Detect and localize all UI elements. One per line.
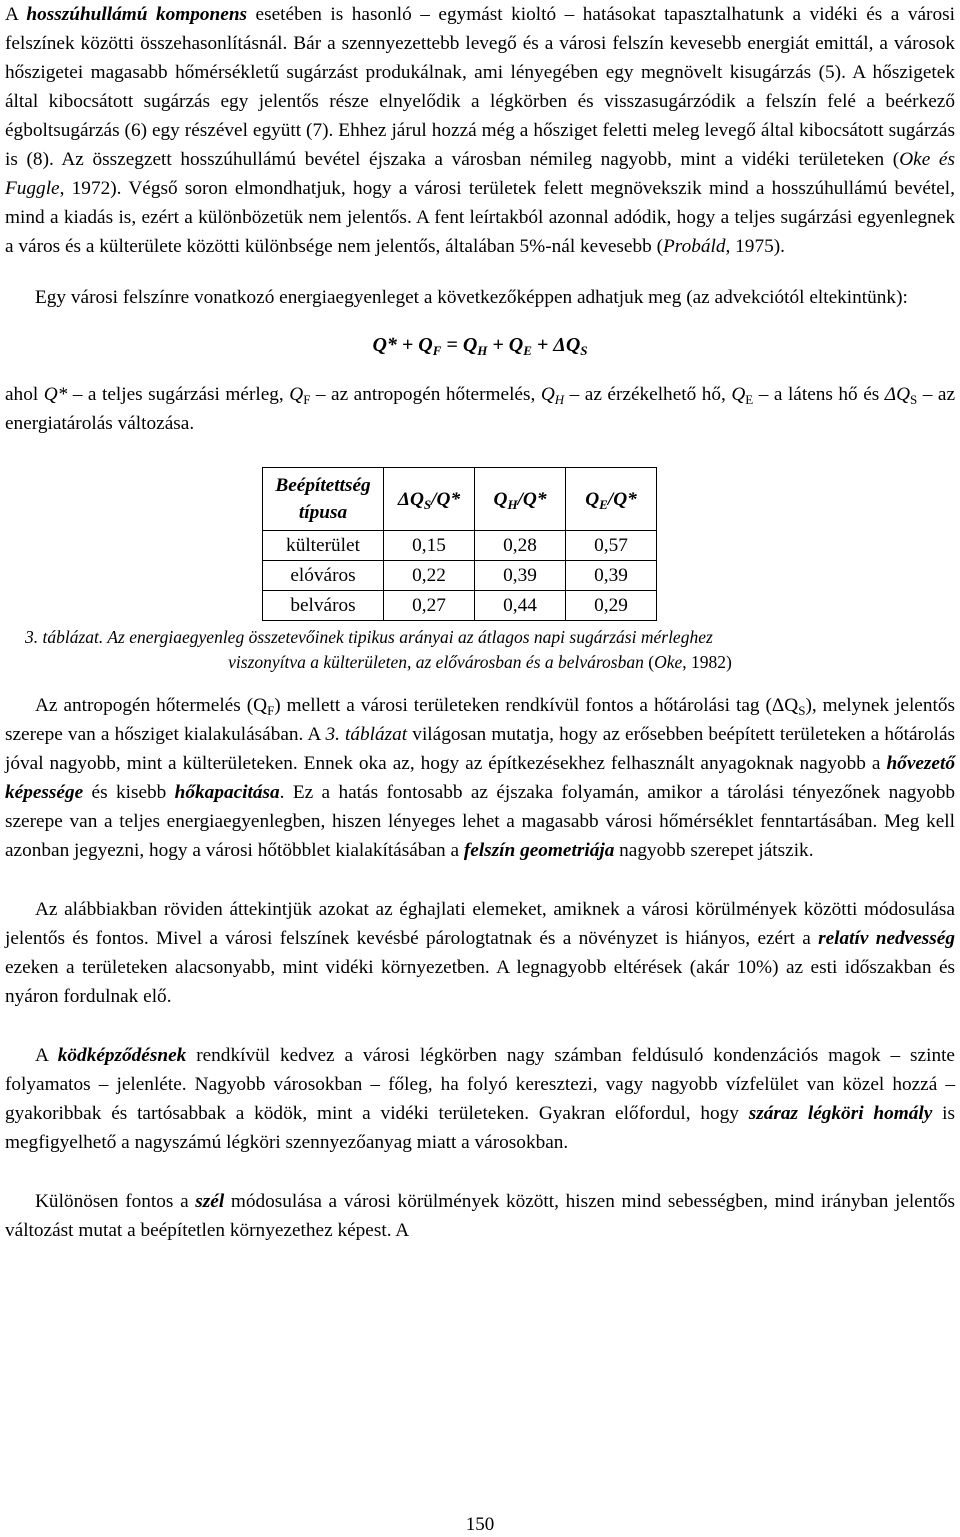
symbol-subscript: F	[267, 703, 275, 718]
term-dry-haze: száraz légköri homály	[748, 1103, 933, 1124]
text-run: – az energiatárolás változása.	[5, 384, 956, 434]
citation-author: Probáld	[663, 236, 726, 257]
text-run: – az érzékelhető hő,	[564, 384, 732, 405]
header-text: Q	[493, 488, 508, 510]
table-header-row	[263, 468, 657, 531]
table-row	[263, 591, 657, 621]
cell-value: 0,39	[566, 561, 657, 591]
spacer	[5, 261, 955, 283]
symbol: ΔQ	[884, 384, 911, 405]
symbol-subscript: S	[798, 703, 806, 718]
text-run: Különösen fontos a	[35, 1191, 196, 1212]
symbol: Q	[540, 384, 555, 405]
energy-balance-equation	[5, 330, 955, 360]
header-subscript: E	[599, 496, 608, 512]
caption-line	[5, 625, 955, 650]
page-number: 150	[465, 1514, 495, 1535]
cell-build-type: belváros	[263, 591, 384, 621]
equation-subscript: F	[432, 343, 442, 358]
text-run: . Ez a hatás fontosabb az éjszaka folyamán, amikor a tárolási tényezőnek nagyobb szerepe van a teljes energiaegyenlegben, hiszen lényeges lehet a magasabb városi hőmérséklet fenntartásában. Meg kell azonban jegyezni, hogy a városi hőtöbblet kialakításában a	[5, 782, 955, 861]
header-latent-ratio	[566, 468, 657, 531]
equation-subscript: S	[580, 343, 588, 358]
text-run: rendkívül kedvez a városi légkörben nagy számban feldúsuló kondenzációs magok – szinte folyamatos – jelenléte. Nagyobb városokban – főleg, ha folyó keresztezi, vagy nagyobb vízfelület van közel hozzá – gyakoribbak és tartósabbak a ködök, mint a vidéki területeken. Gyakran előfordul, hogy	[5, 1045, 955, 1124]
cell-value: 0,39	[475, 561, 566, 591]
term-wind: szél	[195, 1191, 225, 1212]
term-surface-geometry: felszín geometriája	[463, 840, 615, 861]
text-run: is megfigyelhető a nagyszámú légköri szennyezőanyag miatt a városokban.	[5, 1103, 955, 1153]
header-text: /Q*	[517, 488, 547, 510]
cell-build-type: külterület	[263, 531, 384, 561]
cell-value: 0,27	[384, 591, 475, 621]
header-text: típusa	[298, 502, 348, 523]
equation-subscript: E	[523, 343, 532, 358]
header-build-type	[263, 468, 384, 531]
header-subscript: S	[423, 496, 432, 512]
symbol-subscript: E	[745, 392, 754, 407]
paragraph-longwave	[5, 0, 955, 261]
symbol-subscript: F	[303, 392, 311, 407]
text-run: ) mellett a városi területeken rendkívül fontos a hőtárolási tag (ΔQ	[274, 695, 799, 716]
energy-components-table	[262, 467, 657, 621]
caption-text: (	[643, 652, 655, 672]
term-thermal-conductivity: hővezető képessége	[5, 753, 955, 803]
equation-subscript: H	[477, 343, 488, 358]
paragraph-energy-balance-intro: Egy városi felszínre vonatkozó energiaegyenleget a következőképpen adhatjuk meg (az advekciótól eltekintünk):	[35, 287, 908, 308]
paragraph-humidity	[5, 895, 955, 1011]
header-text: Q	[585, 488, 600, 510]
spacer	[5, 675, 955, 691]
table-reference: 3. táblázat	[325, 724, 408, 745]
header-text: Beépítettség	[275, 475, 371, 496]
spacer	[5, 865, 955, 895]
term-fog-formation: ködképződésnek	[57, 1045, 187, 1066]
text-run: – a látens hő és	[753, 384, 885, 405]
paragraph-heat-storage	[5, 691, 955, 865]
text-run: esetében is hasonló – egymást kioltó – hatásokat tapasztalhatunk a vidéki és a városi felszínek közötti összehasonlításnál. Bár a szennyezettebb levegő és a városi felszín kevesebb energiát emittál, a városok hőszigetei magasabb hőmérsékletű sugárzást produkálnak, ami lényegében egy megnövelt kisugárzás (5). A hőszigetek által kibocsátott sugárzás egy jelentős része elnyelődik a légkörben és visszasugárzódik a felszín felé a beérkező égboltsugárzás (6) egy részével együtt (7). Ehhez járul hozzá még a hősziget feletti meleg levegő által kibocsátott sugárzás is (8). Az összegzett hosszúhullámú bevétel éjszaka a városban némileg nagyobb, mint a vidéki területeken (	[5, 4, 955, 170]
header-text: /Q*	[607, 488, 637, 510]
text-run: módosulása a városi körülmények között, hiszen mind sebességben, mind irányban jelentős változást mutat a beépítetlen környezethez képest. A	[5, 1191, 955, 1241]
citation-author: Oke és Fuggle	[5, 149, 955, 199]
table-container	[262, 467, 955, 621]
header-subscript: H	[507, 496, 518, 512]
cell-value: 0,57	[566, 531, 657, 561]
cell-value: 0,15	[384, 531, 475, 561]
text-run: ), melynek jelentős szerepe van a hősziget kialakulásában. A	[5, 695, 956, 745]
spacer	[5, 1011, 955, 1041]
term-heat-capacity: hőkapacitása	[174, 782, 280, 803]
caption-text: viszonyítva a külterületen, az elővárosban és a belvárosban	[228, 652, 644, 672]
symbol: Q	[289, 384, 304, 405]
table-caption	[5, 625, 955, 675]
document-page	[5, 0, 955, 1245]
citation-author: Oke	[654, 652, 683, 672]
header-text: ΔQ	[397, 488, 424, 510]
text-run: , 1975).	[725, 236, 785, 257]
caption-line	[5, 650, 955, 675]
spacer	[5, 1157, 955, 1187]
term-relative-humidity: relatív nedvesség	[818, 928, 955, 949]
table-row	[263, 561, 657, 591]
text-run: ahol	[5, 384, 44, 405]
cell-value: 0,22	[384, 561, 475, 591]
text-run: Az alábbiakban röviden áttekintjük azokat az éghajlati elemeket, amiknek a városi körülmények közötti módosulása jelentős és fontos. Mivel a városi felszínek kevésbé párologtatnak és a növényzet is hiányos, ezért a	[5, 899, 955, 949]
text-run: Az antropogén hőtermelés (Q	[35, 695, 268, 716]
paragraph-wind	[5, 1187, 955, 1245]
symbol-subscript: S	[910, 392, 918, 407]
paragraph-fog	[5, 1041, 955, 1157]
equation-term: + ΔQ	[531, 334, 581, 356]
text-run: világosan mutatja, hogy az erősebben beépített területeken a hőtárolás jóval nagyobb, mint a külterületeken. Ennek oka az, hogy az építkezésekhez felhasznált anyagoknak nagyobb a	[5, 724, 956, 774]
cell-value: 0,28	[475, 531, 566, 561]
header-storage-ratio	[384, 468, 475, 531]
symbol: Q	[731, 384, 746, 405]
caption-text: , 1982)	[682, 652, 732, 672]
term-longwave-component: hosszúhullámú komponens	[26, 4, 248, 25]
caption-text: Az energiaegyenleg összetevőinek tipikus arányai az átlagos napi sugárzási mérleghez	[103, 627, 713, 647]
text-run: , 1972). Végső soron elmondhatjuk, hogy a városi területek felett megnövekszik mind a hosszúhullámú bevétel, mind a kiadás is, ezért a különbözetük nem jelentős. A fent leírtakból azonnal adódik, hogy a teljes sugárzási egyenlegnek a város és a külterülete közötti különbsége nem jelentős, általában 5%-nál kevesebb (	[5, 178, 955, 257]
caption-label: 3. táblázat.	[25, 627, 104, 647]
text-run: nagyobb szerepet játszik.	[614, 840, 814, 861]
symbol: Q*	[43, 384, 68, 405]
paragraph-definitions	[5, 380, 955, 438]
header-sensible-ratio	[475, 468, 566, 531]
cell-build-type: elóváros	[263, 561, 384, 591]
equation-term: Q* + Q	[372, 334, 433, 356]
equation-term: + Q	[487, 334, 524, 356]
text-run: és kisebb	[83, 782, 175, 803]
cell-value: 0,29	[566, 591, 657, 621]
text-run: – a teljes sugárzási mérleg,	[67, 384, 290, 405]
text-run: A	[5, 4, 27, 25]
table-row	[263, 531, 657, 561]
header-text: /Q*	[431, 488, 461, 510]
text-run: ezeken a területeken alacsonyabb, mint vidéki környezetben. A legnagyobb eltérések (akár 10%) az esti időszakban és nyáron fordulnak elő.	[5, 957, 955, 1007]
equation-term: = Q	[441, 334, 478, 356]
cell-value: 0,44	[475, 591, 566, 621]
symbol-subscript: H	[554, 392, 565, 407]
text-run: A	[35, 1045, 58, 1066]
text-run: – az antropogén hőtermelés,	[310, 384, 541, 405]
